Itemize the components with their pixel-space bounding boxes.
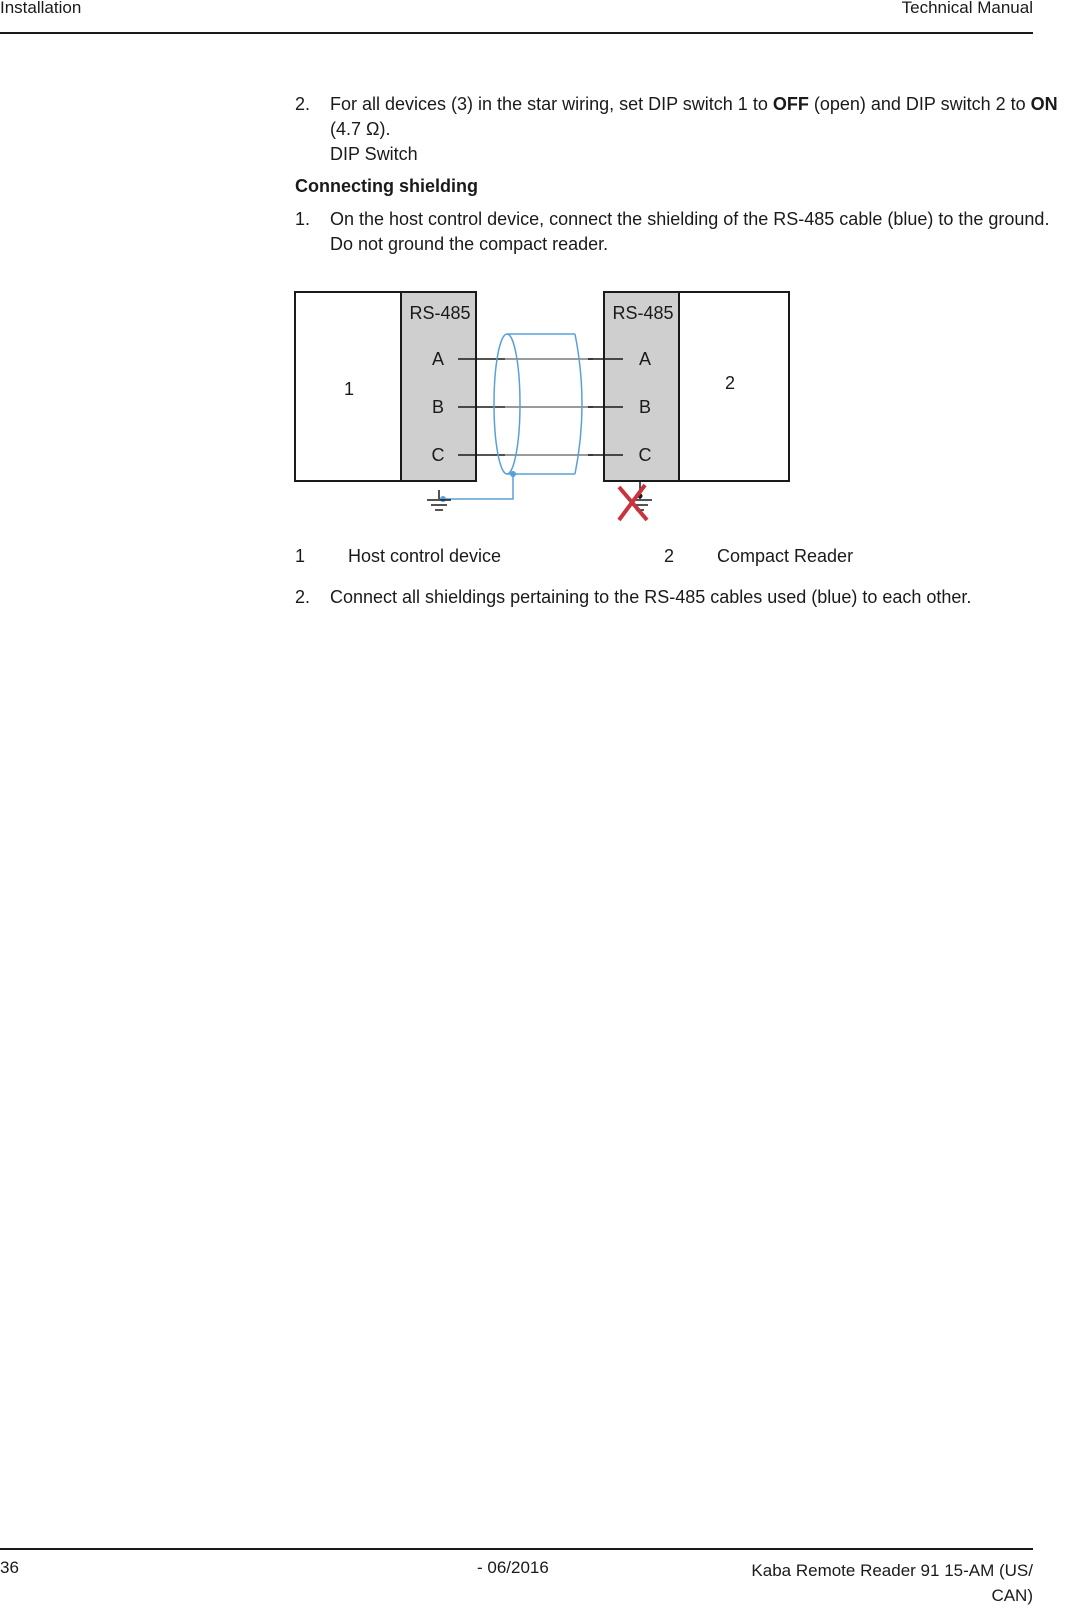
footer-product-line-2: CAN) [991,1586,1033,1605]
shield-right-end [575,334,582,474]
off-keyword: OFF [772,94,809,114]
step-text: For all devices (3) in the star wiring, set DIP switch 1 to OFF (open) and DIP switch 2 to ON (4.7 Ω). [330,94,1058,139]
legend-label-1: Host control device [348,546,502,566]
header-doc-title: Technical Manual [901,0,1033,17]
host-pin-a: A [431,349,445,369]
header-section-title: Installation [0,0,82,17]
host-pin-b: B [431,397,445,417]
step-dip-switch [295,92,1068,167]
reader-pin-b: B [638,397,652,417]
footer-date: - 06/2016 [477,1558,549,1577]
footer-product-line-1: Kaba Remote Reader 91 15-AM (US/ [751,1561,1033,1580]
step-number: 1. [295,209,311,229]
legend-label-2: Compact Reader [717,546,854,566]
step-text: On the host control device, connect the shielding of the RS-485 cable (blue) to the ground. [330,209,1050,229]
step-note: Do not ground the compact reader. [330,234,609,254]
host-port-label: RS-485 [409,303,471,323]
reader-pin-c: C [638,445,652,465]
step-number: 2. [295,587,311,607]
reader-port-label: RS-485 [612,303,674,323]
host-ground-icon [427,490,451,510]
step-connect-shieldings [295,585,1068,610]
reader-box-label: 2 [724,373,736,393]
legend-number-1: 1 [295,546,306,566]
wiring-diagram [293,287,803,527]
footer-product [703,1558,1033,1608]
no-ground-cross-icon [619,485,647,520]
host-box-label: 1 [343,379,355,399]
page-number: 36 [0,1558,19,1577]
step-number: 2. [295,94,311,114]
on-keyword: ON [1030,94,1058,114]
page-header [0,0,1033,34]
reader-pin-a: A [638,349,652,369]
host-pin-c: C [431,445,445,465]
shield-left-end [494,334,520,474]
section-heading: Connecting shielding [295,176,478,196]
ground-connection-point [440,496,446,502]
step-text: Connect all shieldings pertaining to the RS-485 cables used (blue) to each other. [330,587,972,607]
step-result: DIP Switch [330,144,418,164]
legend-number-2: 2 [664,546,675,566]
footer-rule [0,1548,1033,1550]
step-connect-shield [295,207,1050,257]
